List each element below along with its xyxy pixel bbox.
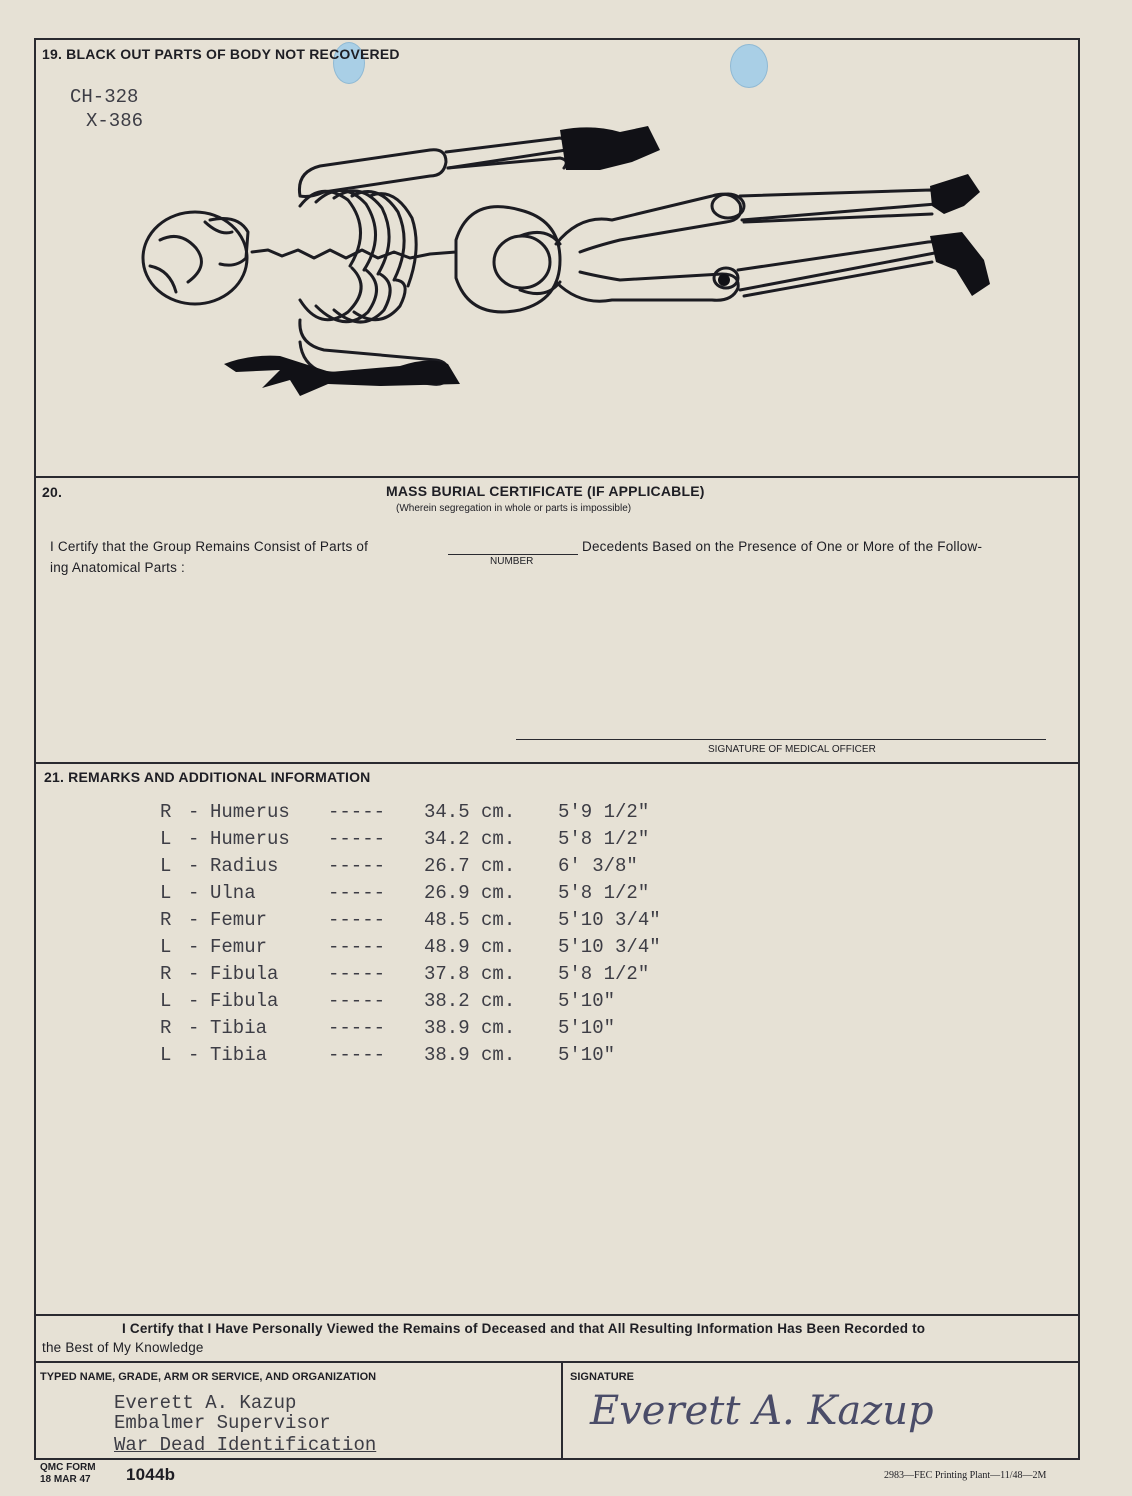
medical-officer-caption: SIGNATURE OF MEDICAL OFFICER	[708, 744, 876, 755]
side-cell: L	[160, 1043, 172, 1066]
bone-cell: Tibia	[210, 1016, 268, 1039]
number-blank	[448, 554, 578, 555]
bone-cell: Fibula	[210, 962, 279, 985]
form-agency: QMC FORM	[40, 1462, 96, 1473]
blacked-spot	[718, 274, 730, 286]
length-cell: 26.9 cm.	[424, 881, 516, 904]
dashes-cell: -----	[328, 1043, 386, 1066]
height-cell: 5'10"	[558, 989, 616, 1012]
fibula-lower	[744, 262, 932, 296]
measurement-row	[160, 798, 698, 825]
height-cell: 5'8 1/2"	[558, 962, 650, 985]
dashes-cell: -----	[328, 827, 386, 850]
separator-cell: -	[188, 854, 200, 877]
separator-cell: -	[188, 827, 200, 850]
section-20-number: 20.	[42, 484, 63, 500]
height-cell: 5'10 3/4"	[558, 908, 661, 931]
measurement-row	[160, 960, 698, 987]
side-cell: R	[160, 962, 172, 985]
certification-line2: the Best of My Knowledge	[42, 1340, 204, 1355]
femur-lower	[556, 272, 738, 301]
side-cell: R	[160, 800, 172, 823]
divider	[34, 762, 1080, 764]
measurement-row	[160, 906, 698, 933]
side-cell: L	[160, 854, 172, 877]
grade-line: Embalmer Supervisor	[114, 1412, 331, 1434]
divider	[34, 1314, 1080, 1316]
bone-cell: Radius	[210, 854, 279, 877]
dashes-cell: -----	[328, 989, 386, 1012]
bone-measurements-table	[160, 798, 698, 1068]
measurement-row	[160, 879, 698, 906]
length-cell: 48.9 cm.	[424, 935, 516, 958]
divider	[34, 1361, 1080, 1363]
separator-cell: -	[188, 908, 200, 931]
height-cell: 5'9 1/2"	[558, 800, 650, 823]
dashes-cell: -----	[328, 962, 386, 985]
measurement-row	[160, 1041, 698, 1068]
humerus-upper	[299, 150, 446, 197]
separator-cell: -	[188, 989, 200, 1012]
length-cell: 34.2 cm.	[424, 827, 516, 850]
dashes-cell: -----	[328, 854, 386, 877]
hand-lower-blacked	[224, 356, 460, 396]
section-19-label: 19. BLACK OUT PARTS OF BODY NOT RECOVERED	[42, 46, 400, 62]
separator-cell: -	[188, 1016, 200, 1039]
height-cell: 5'10"	[558, 1016, 616, 1039]
bone-cell: Femur	[210, 935, 268, 958]
bone-cell: Humerus	[210, 827, 290, 850]
dashes-cell: -----	[328, 881, 386, 904]
length-cell: 34.5 cm.	[424, 800, 516, 823]
rib	[334, 274, 390, 322]
divider	[34, 476, 1080, 478]
section-21-label: 21. REMARKS AND ADDITIONAL INFORMATION	[44, 769, 371, 785]
side-cell: L	[160, 827, 172, 850]
name-line: Everett A. Kazup	[114, 1392, 297, 1414]
separator-cell: -	[188, 1043, 200, 1066]
height-cell: 5'8 1/2"	[558, 881, 650, 904]
length-cell: 38.9 cm.	[424, 1016, 516, 1039]
certification-line1: I Certify that I Have Personally Viewed the Remains of Deceased and that All Resulting Information Has Been Recorded to	[122, 1321, 926, 1336]
number-caption: NUMBER	[490, 556, 534, 567]
bone-cell: Humerus	[210, 800, 290, 823]
measurement-row	[160, 1014, 698, 1041]
bone-cell: Fibula	[210, 989, 279, 1012]
certify-line2: ing Anatomical Parts :	[50, 560, 185, 575]
mass-burial-title: MASS BURIAL CERTIFICATE (IF APPLICABLE)	[386, 483, 705, 499]
skeleton-diagram	[0, 0, 1132, 480]
bone-cell: Ulna	[210, 881, 256, 904]
length-cell: 26.7 cm.	[424, 854, 516, 877]
measurement-row	[160, 933, 698, 960]
measurement-row	[160, 852, 698, 879]
pelvis-opening	[494, 236, 550, 288]
side-cell: L	[160, 881, 172, 904]
certify-prefix: I Certify that the Group Remains Consist of Parts of	[50, 539, 369, 554]
height-cell: 5'8 1/2"	[558, 827, 650, 850]
rib	[300, 268, 361, 320]
case-number: X-386	[86, 110, 144, 132]
skull-suture	[150, 222, 232, 292]
dashes-cell: -----	[328, 935, 386, 958]
dashes-cell: -----	[328, 800, 386, 823]
name-field-label: TYPED NAME, GRADE, ARM OR SERVICE, AND ORGANIZATION	[40, 1371, 377, 1383]
form-number: 1044b	[126, 1465, 176, 1484]
foot-upper-blacked	[930, 174, 980, 214]
separator-cell: -	[188, 881, 200, 904]
bone-cell: Tibia	[210, 1043, 268, 1066]
separator-cell: -	[188, 935, 200, 958]
handwritten-signature: Everett A. Kazup	[590, 1388, 934, 1434]
form-date: 18 MAR 47	[40, 1474, 91, 1485]
medical-officer-signature-line	[516, 739, 1046, 740]
side-cell: L	[160, 935, 172, 958]
bone-cell: Femur	[210, 908, 268, 931]
length-cell: 48.5 cm.	[424, 908, 516, 931]
dashes-cell: -----	[328, 1016, 386, 1039]
case-number: CH-328	[70, 86, 139, 108]
measurement-row	[160, 987, 698, 1014]
measurement-row	[160, 825, 698, 852]
height-cell: 5'10"	[558, 1043, 616, 1066]
skull-shape	[143, 212, 247, 304]
side-cell: R	[160, 1016, 172, 1039]
pelvis	[456, 207, 560, 312]
printer-note: 2983—FEC Printing Plant—11/48—2M	[884, 1470, 1047, 1481]
height-cell: 6' 3/8"	[558, 854, 638, 877]
length-cell: 38.9 cm.	[424, 1043, 516, 1066]
mass-burial-subtitle: (Wherein segregation in whole or parts is impossible)	[396, 503, 632, 514]
foot-lower-blacked	[930, 232, 990, 296]
hand-upper-blacked	[560, 126, 660, 170]
column-divider	[561, 1361, 563, 1460]
signature-field-label: SIGNATURE	[570, 1371, 634, 1383]
length-cell: 37.8 cm.	[424, 962, 516, 985]
separator-cell: -	[188, 962, 200, 985]
length-cell: 38.2 cm.	[424, 989, 516, 1012]
separator-cell: -	[188, 800, 200, 823]
side-cell: R	[160, 908, 172, 931]
side-cell: L	[160, 989, 172, 1012]
height-cell: 5'10 3/4"	[558, 935, 661, 958]
organization-line: War Dead Identification	[114, 1434, 377, 1456]
dashes-cell: -----	[328, 908, 386, 931]
certify-suffix: Decedents Based on the Presence of One or More of the Follow-	[582, 539, 983, 554]
